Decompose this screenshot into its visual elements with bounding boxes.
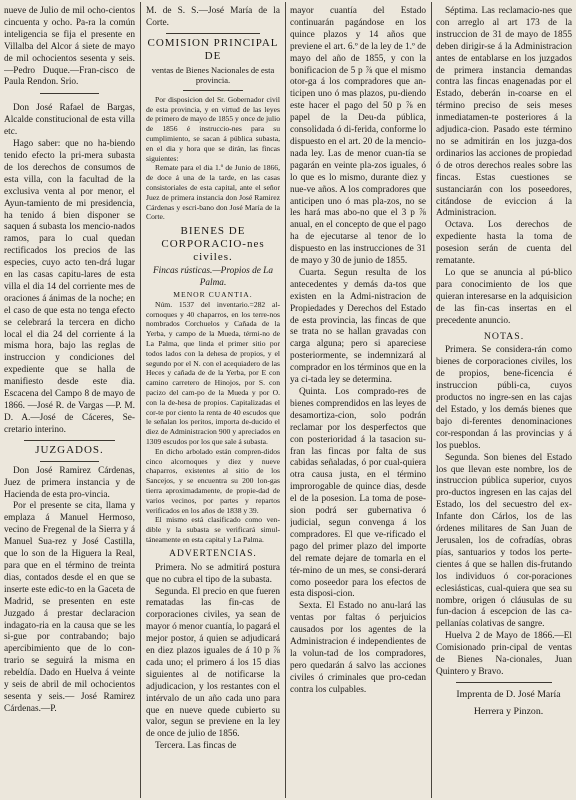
text-paragraph: Séptima. Las reclamacio-nes que con arreglo al art 173 de la instruccion de 31 de mayo de 1855 deben dirigir-se á la Administracion antes de entablarse en los juzgados de primera instancia demandas contra las fincas enagenadas por el Estado, deberán in-coarse en el término preciso de seis meses inmediatamen-te posteriores á la adjudica-cion. Pasado este término no se admitirán en los juzga-dos ordinarios las acciones de propiedad ó de otros derechos reales sobre las fincas. Estas cuestiones se sustanciarán con los poseedores, citándose de eviccion á la Administracion. <box>436 6 572 219</box>
text-paragraph: Segunda. El precio en que fueren rematadas las fin-cas de corporaciones civiles, ya sean de mayor ó menor cuantía, lo pagará el mejor postor, á quien se adjudicará en diez plazos iguales de á 10 p ⅞ cada uno; el primero á los 15 dias siguientes al de notificarse la adjudicacion, y los restantes con el intérvalo de un año cada uno para que en nueve quede cubierto su valor, segun se previene en la ley de once de julio de 1856. <box>146 586 280 740</box>
text-paragraph: M. de S. S.—José María de la Corte. <box>146 6 280 28</box>
divider <box>183 90 243 91</box>
divider <box>456 682 551 683</box>
text-paragraph: Hago saber: que no ha-biendo tenido efecto la pri-mera subasta de los derechos de consumos de esta villa, con la facultad de la exclusiva venta al por menor, el Ayun-tamiento de mi presidencia, ha tenido á bien disponer se saquen á subasta los mencio-nados ramos, para lo cual quedan rectificados los precios de las especies, cuyo acto ten-drá lugar en las casas capitu-lares de esta villa el dia 14 del corriente mes de oraciones á ánimas de la noche; en el caso de que esta no tenga efecto se celebrará la tercera en dicho local el dia 24 del corriente á la misma hora, bajo las reglas de instruccion y condiciones del expediente que se halla de manifiesto desde este dia. Escacena del Campo 8 de mayo de 1866. —José R. de Vargas —P. M. D. A.—José de Cáceres, Se-cretario interino. <box>4 139 135 435</box>
section-heading: BIENES DE CORPORACIO-nes civiles. <box>161 225 265 264</box>
text-paragraph: MENOR CUANTIA. <box>173 289 253 299</box>
text-paragraph: mayor cuantía del Estado continuarán pagándose en los quince plazos y 14 años que previene el art. 6.º de la ley de 1.º de mayo del año de 1855, y con la bonificacion de 5 p ⅞ que el mismo otor-ga á los compradores que an-ticipen uno ó mas plazos, pu-diendo este hacer el pago del 50 p ⅞ en papel de la Deu-da pública, consolidada ó di-ferida, conforme lo dispuesto en el art. 20 de la mencio-nada ley. Las de menor cuan-tía se pagarán en veinte pla-zos iguales, ó lo que es lo mismo, durante diez y nue-ve años. A los compradores que anticipen uno ó mas pla-zos, no se les hará mas abo-no que el 3 p ⅞ anual, en el concepto de que el pago ha de ejecutarse al tenor de lo dispuesto en las instrucciones de 31 de mayo y 30 de junio de 1855. <box>290 6 426 267</box>
text-paragraph: Núm. 1537 del inventario.=282 al-cornoques y 40 chaparros, en los terre-nos nombrados Corchuelos y Cañada de la Yerba, y campo de la Mueda, térmi-no de La Palma, que linda el primer sitio por todos lados con la dehesa de propios, y el segundo por el N. con el acequiadero de las Heces y cañada de de la Yerba, por E con camino carretero de Hinojos, por S. con pacizo del cam-po de la Mueda y por O. con la de-hesa de propios. Capitalizadas el cor-te por ciento la renta de 40 escudos que le señalan los peritos, importa de-ducido el diez de Administracion 900 y apreciados en 1309 escudos por los que sale á subasta. <box>146 299 280 446</box>
divider <box>40 93 99 94</box>
divider <box>166 33 260 34</box>
section-heading: NOTAS. <box>483 331 525 343</box>
text-paragraph: Tercera. Las fincas de <box>155 741 237 752</box>
text-paragraph: Quinta. Los comprado-res de bienes comprendidos en las leyes de desamortiza-cion, solo podrán reclamar por los desperfectos que con posterioridad á la tasacion su-fran las fincas por falta de sus cabidas señaladas, ó por cual-quiera otra causa justa, en el término improrogable de quince dias, desde el de la posesion. La toma de pose-sion podrá ser gubernativa ó judicial, segun convenga á los compradores. El que ve-rificado el pago del primer plazo del importe del remate dejare de tomarla en el tér-mino de un mes, se consi-derará como poseedor para los efectos de esta disposi-cion. <box>290 387 426 600</box>
text-paragraph: Don José Rafael de Bargas, Alcalde constitucional de esta villa etc. <box>4 103 135 138</box>
text-paragraph: Huelva 2 de Mayo de 1866.—El Comisionado prin-cipal de ventas de Bienes Na-cionales, Juan Quintero y Bravo. <box>436 631 572 677</box>
divider <box>40 461 99 462</box>
column-3 <box>290 6 426 796</box>
column-4 <box>436 6 572 796</box>
text-paragraph: El mismo está clasificado como ven-dible y la subasta se verificará simul-táneamente en esta capital y La Palma. <box>146 515 280 544</box>
text-paragraph: Remate para el dia 1.º de Junio de 1866, de doce á una de la tarde, en las casas consistoriales de esta capital, ante el señor Juez de primera instancia don José Ramirez Cárdenas y escri-bano don José María de la Corte. <box>146 163 280 222</box>
text-paragraph: Sexta. El Estado no anu-lará las ventas por faltas ó perjuicios causados por los agentes de la Administracion é independientes de la volun-tad de los compradores, pero quedarán á salvo las acciones civiles ó criminales que pro-cedan contra los culpables. <box>290 601 426 695</box>
text-paragraph: Fincas rústicas.—Propios de La Palma. <box>152 266 273 289</box>
column-1 <box>4 6 135 796</box>
text-paragraph: Octava. Los derechos de expediente hasta la toma de posesion serán de cuenta del rematante. <box>436 220 572 267</box>
text-paragraph: Primera. Se considera-rán como bienes de corporaciones civiles, los de propios, bene-ficencia é instruccion públi-ca, cuyos productos no ingre-sen en las cajas del Estado, y los demás bienes que bajo di-ferentes denominaciones cor-respondan á las provincias y á los pueblos. <box>436 345 572 451</box>
section-heading: COMISION PRINCIPAL DE <box>147 36 279 62</box>
text-paragraph: nueve de Julio de mil ocho-cientos cincuenta y ocho. Pa-ra la común inteligencia se fija el presente en Villalba del Alcor á siete de mayo de mil ochocientos sesenta y seis.—Pedro Duque.—Fran-cisco de Paula Rendon. Srio. <box>4 6 135 88</box>
section-heading: ADVERTENCIAS. <box>169 548 257 559</box>
text-paragraph: Lo que se anuncia al pú-blico para conocimiento de los que quieran interesarse en la adquisicion de las fin-cas insertas en el precedente anuncio. <box>436 267 572 326</box>
section-subheading: ventas de Bienes Nacionales de esta provincia. <box>151 64 275 86</box>
column-rule <box>140 2 141 798</box>
column-rule <box>285 2 286 798</box>
column-rule <box>431 2 432 798</box>
column-2 <box>146 6 280 796</box>
text-paragraph: Segunda. Son bienes del Estado los que llevan este nombre, los de instruccion pública superior, cuyos pro-ductos ingresen en las cajas del Estado, los del secuestro del ex-Infante don Cárlos, los de las órdenes militares de San Juan de Jerusalen, los de cofradías, obras pías, santuarios y todos los perte-cientes á que se hallen dis-frutando los individuos ó cor-poraciones eclesiásticas, cual-quiera que sea su nombre, origen ó cláusulas de su fun-dacion á escepcion de las ca-pellanías colativas de sangre. <box>436 452 572 630</box>
text-paragraph: Primera. No se admitirá postura que no cubra el tipo de la subasta. <box>146 562 280 585</box>
text-paragraph: Por disposicion del Sr. Gobernador civil de esta provincia, y en virtud de las leyes de primero de mayo de 1855 y once de julio de 1856 é instruccio-nes para su cumplimiento, se sacan á pública subasta, en el dia y hora que se dirán, las fincas siguientes: <box>146 94 280 163</box>
imprint-line: Herrera y Pinzon. <box>473 705 544 717</box>
text-paragraph: Cuarta. Segun resulta de los antecedentes y demás da-tos que existen en la Admi-nistracion de Propiedades y Derechos del Estado de esta provincia, las fincas de que se trata no se hallan gravadas con carga alguna; pero si apareciese posteriormente, se indemnizará al comprador en los términos que en la ya ci-tada ley se determina. <box>290 267 426 386</box>
text-paragraph: Don José Ramirez Cárdenas, Juez de primera instancia y de Hacienda de esta pro-vincia. <box>4 465 135 500</box>
text-paragraph: Por el presente se cita, llama y emplaza á Manuel Hermoso, vecino de Fregenal de la Sierra y á Manuel Sua-rez y José Castilla, que lo son de la Higuera la Real, para que en el término de treinta dias, contados desde el en que se inserte este edic-to en la Gaceta de Madrid, se presenten en este Juzgado á prestar declaracion indagato-ria en la causa que se les si-gue por contrabando; bajo apercibimiento que de lo con-trario se seguirá la misma en rebeldía. Dado en Huelva á veinte y seis de abril de mil ochocientos sesenta y seis.— José Ramirez Cárdenas.—P. <box>4 501 135 714</box>
imprint-line: Imprenta de D. José María <box>456 688 561 700</box>
text-paragraph: En dicho arbolado están compren-didos cinco alcornoques y diez y nueve chaparros, existentes al sitio de los Sancejos, y se encuentra su 200 lon-gas tierra aproximadamente, de propie-dad de varios vecinos, por partes y repartos verificados en los años de 1838 y 39. <box>146 446 280 515</box>
section-heading: JUZGADOS. <box>35 443 104 456</box>
divider <box>24 440 116 441</box>
